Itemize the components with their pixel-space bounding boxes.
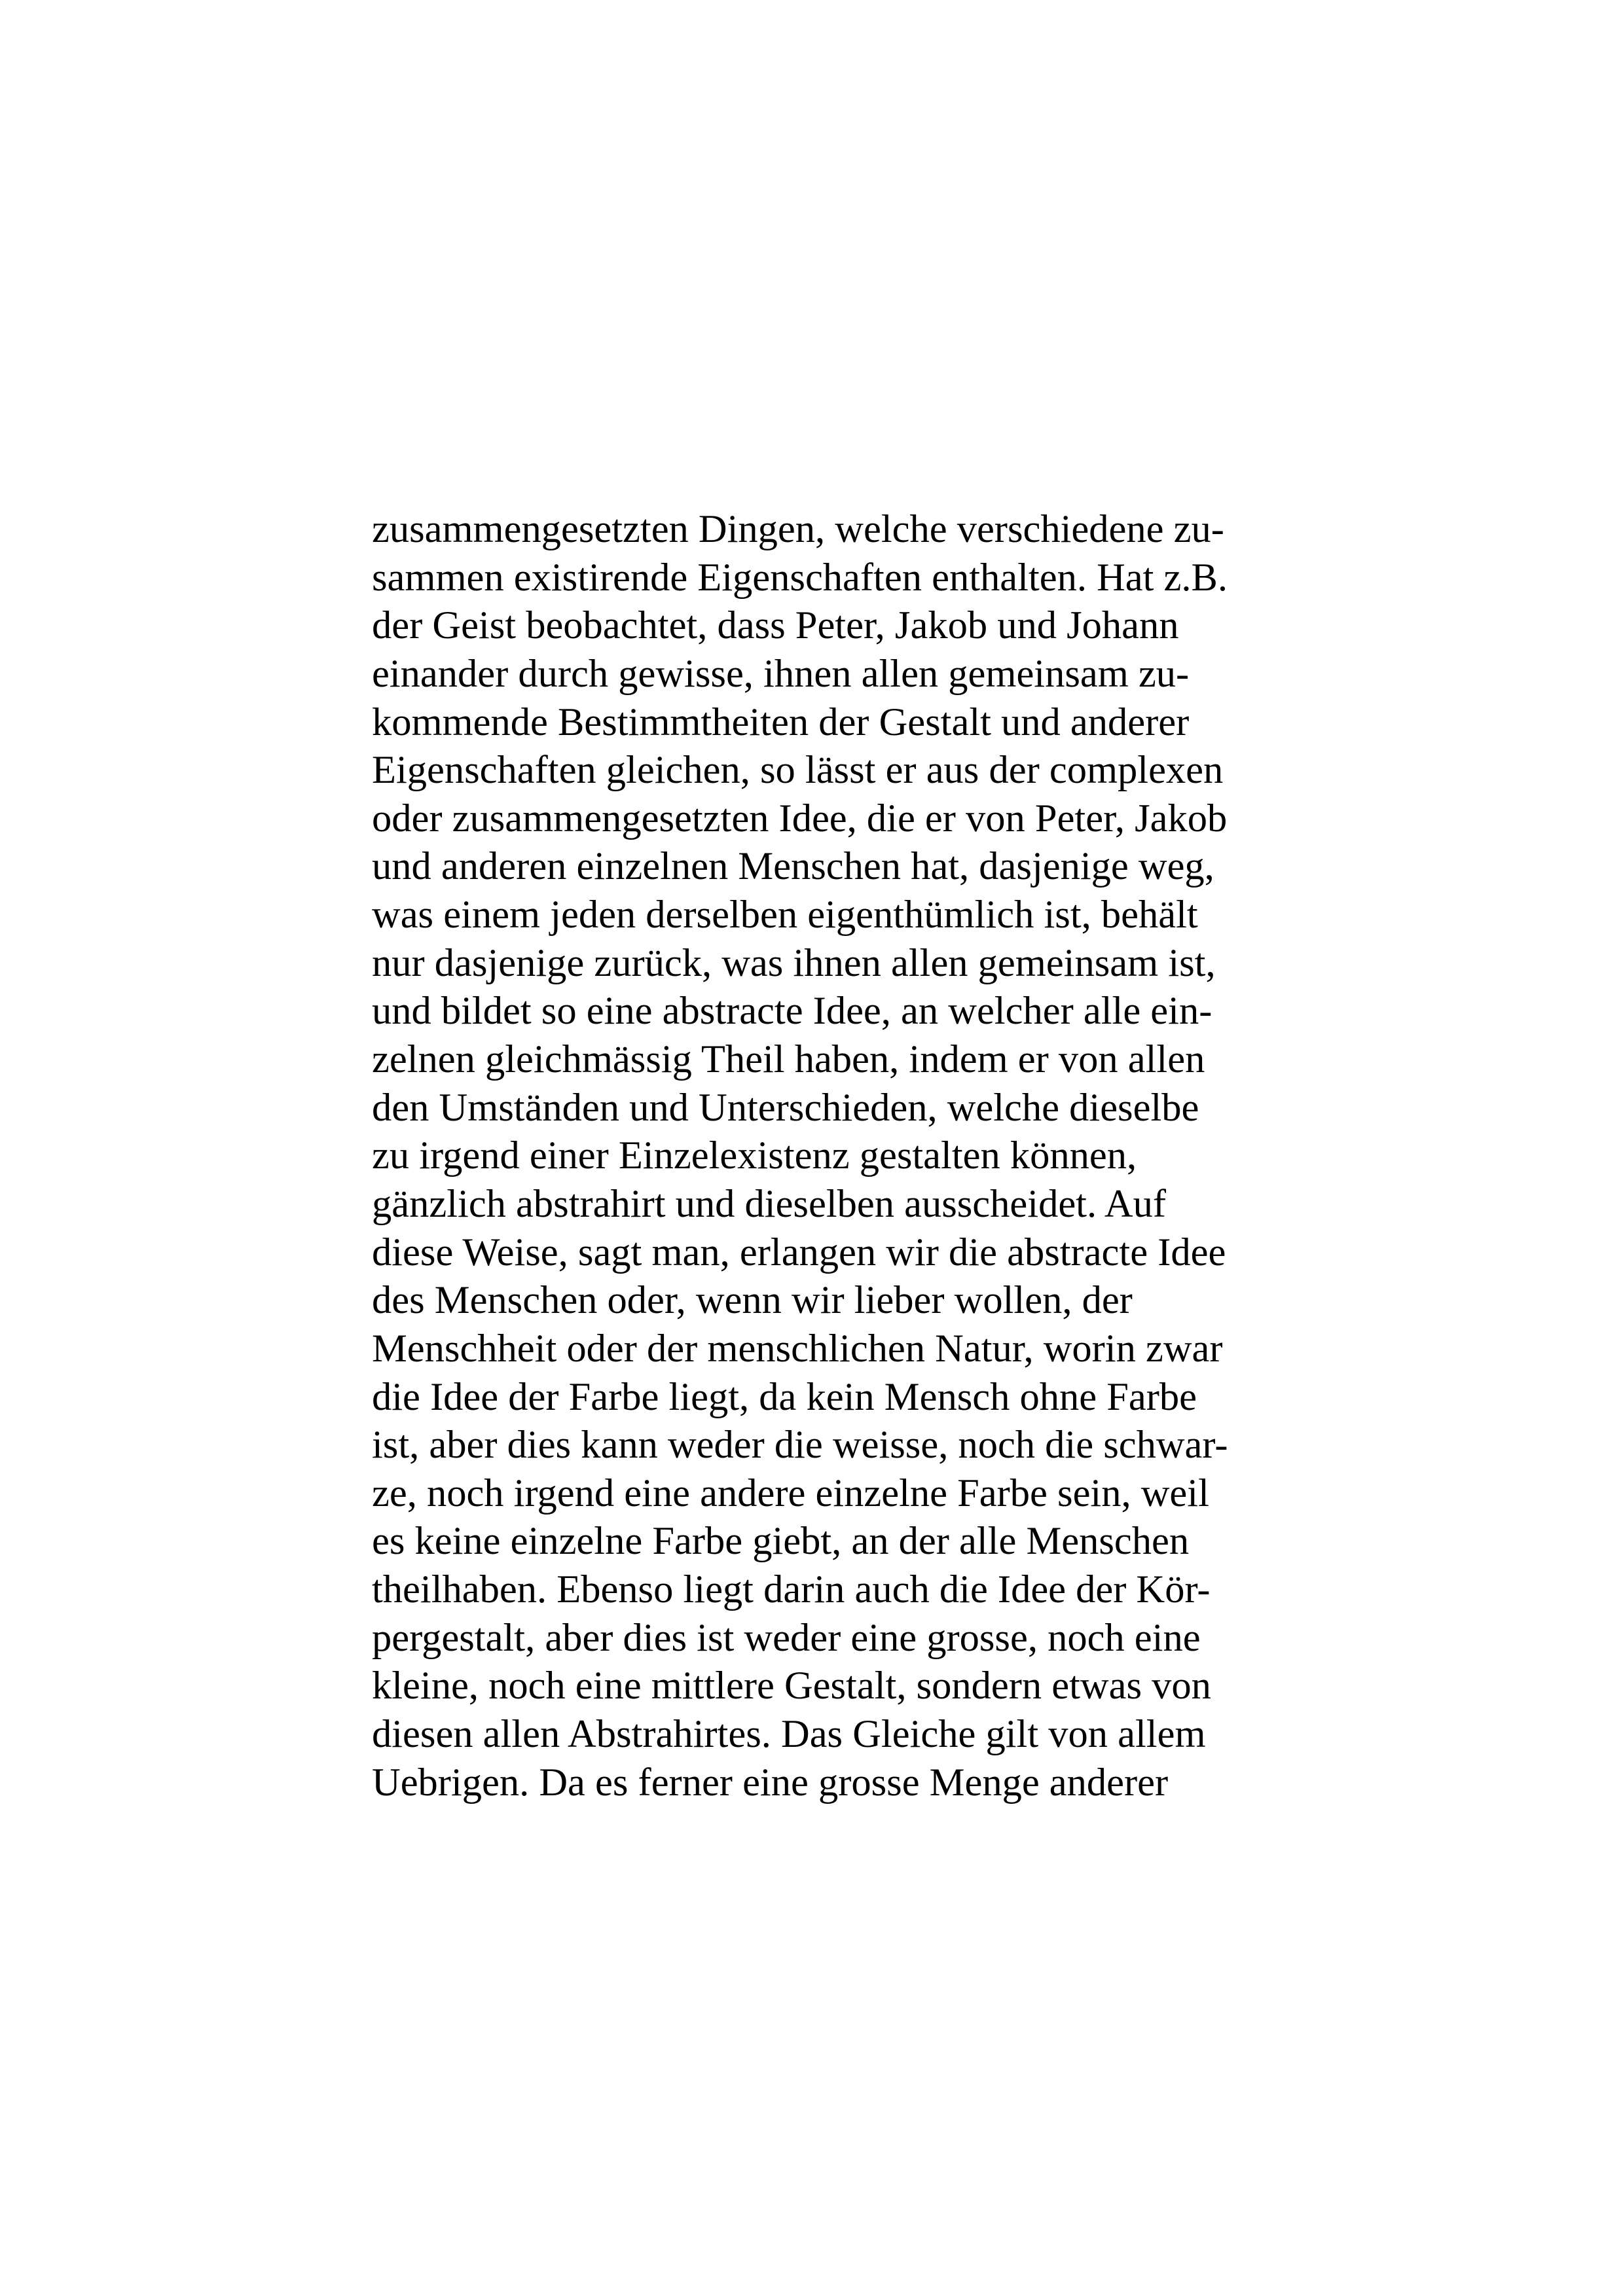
text-line: des Menschen oder, wenn wir lieber wollen, der: [372, 1278, 1133, 1323]
text-line: kommende Bestimmtheiten der Gestalt und anderer: [372, 700, 1190, 744]
text-line: pergestalt, aber dies ist weder eine grosse, noch eine: [372, 1615, 1201, 1660]
text-line: kleine, noch eine mittlere Gestalt, sondern etwas von: [372, 1664, 1211, 1708]
text-line: ist, aber dies kann weder die weisse, noch die schwar-: [372, 1423, 1228, 1467]
text-line: zusammengesetzten Dingen, welche verschiedene zu-: [372, 507, 1224, 551]
text-line: zelnen gleichmässig Theil haben, indem er von allen: [372, 1037, 1205, 1082]
text-line: gänzlich abstrahirt und dieselben ausscheidet. Auf: [372, 1181, 1166, 1226]
text-line: Eigenschaften gleichen, so lässt er aus der complexen: [372, 748, 1224, 793]
text-line: diese Weise, sagt man, erlangen wir die abstracte Idee: [372, 1230, 1226, 1274]
text-line: den Umständen und Unterschieden, welche dieselbe: [372, 1085, 1199, 1130]
text-line: es keine einzelne Farbe giebt, an der alle Menschen: [372, 1519, 1190, 1564]
text-line: der Geist beobachtet, dass Peter, Jakob und Johann: [372, 603, 1179, 648]
text-line: und bildet so eine abstracte Idee, an welcher alle ein-: [372, 989, 1213, 1033]
text-line: und anderen einzelnen Menschen hat, dasjenige weg,: [372, 844, 1214, 889]
text-line: sammen existirende Eigenschaften enthalten. Hat z.B.: [372, 555, 1228, 600]
text-line: diesen allen Abstrahirtes. Das Gleiche gilt von allem: [372, 1712, 1206, 1757]
text-line: die Idee der Farbe liegt, da kein Mensch ohne Farbe: [372, 1374, 1197, 1419]
text-line: zu irgend einer Einzelexistenz gestalten können,: [372, 1134, 1137, 1178]
text-line: nur dasjenige zurück, was ihnen allen gemeinsam ist,: [372, 941, 1216, 985]
text-line: einander durch gewisse, ihnen allen gemeinsam zu-: [372, 651, 1190, 696]
text-line: oder zusammengesetzten Idee, die er von Peter, Jakob: [372, 796, 1228, 840]
body-text: [372, 505, 1262, 1806]
text-line: theilhaben. Ebenso liegt darin auch die Idee der Kör-: [372, 1568, 1211, 1612]
text-line: ze, noch irgend eine andere einzelne Farbe sein, weil: [372, 1471, 1209, 1515]
text-line: Uebrigen. Da es ferner eine grosse Menge anderer: [372, 1760, 1169, 1804]
text-line: Menschheit oder der menschlichen Natur, worin zwar: [372, 1326, 1223, 1371]
text-line: was einem jeden derselben eigenthümlich ist, behält: [372, 893, 1198, 937]
